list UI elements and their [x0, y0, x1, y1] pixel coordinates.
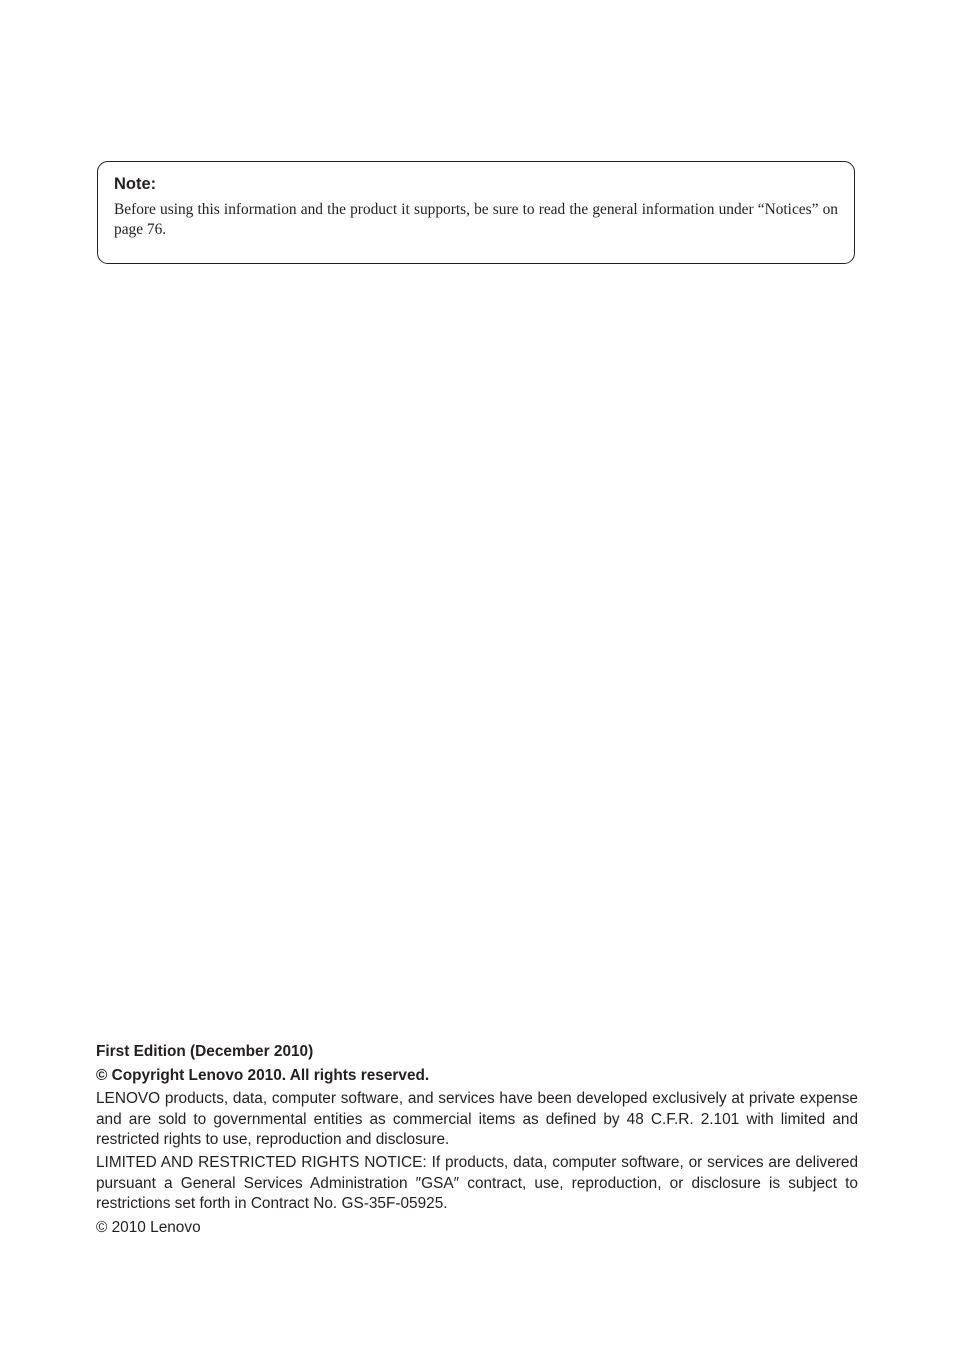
note-title: Note: — [114, 175, 157, 193]
legal-notice-section — [96, 1041, 858, 1239]
note-box — [97, 161, 855, 264]
copyright-line: © Copyright Lenovo 2010. All rights reserved. — [96, 1067, 430, 1084]
note-text: Before using this information and the product it supports, be sure to read the general information under “Notices” on page 76. — [114, 201, 838, 238]
lenovo-products-paragraph: LENOVO products, data, computer software, and services have been developed exclusively at private expense and are sold to governmental entities as commercial items as defined by 48 C.F.R. 2.101 with limited and restricted rights to use, reproduction and disclosure. — [96, 1090, 858, 1148]
edition-line: First Edition (December 2010) — [96, 1043, 314, 1060]
copyright-footer: © 2010 Lenovo — [96, 1219, 201, 1236]
restricted-rights-paragraph: LIMITED AND RESTRICTED RIGHTS NOTICE: If products, data, computer software, or services are delivered pursuant a General Services Administration ″GSA″ contract, use, reproduction, or disclosure is subject to restrictions set forth in Contract No. GS-35F-05925. — [96, 1154, 858, 1212]
